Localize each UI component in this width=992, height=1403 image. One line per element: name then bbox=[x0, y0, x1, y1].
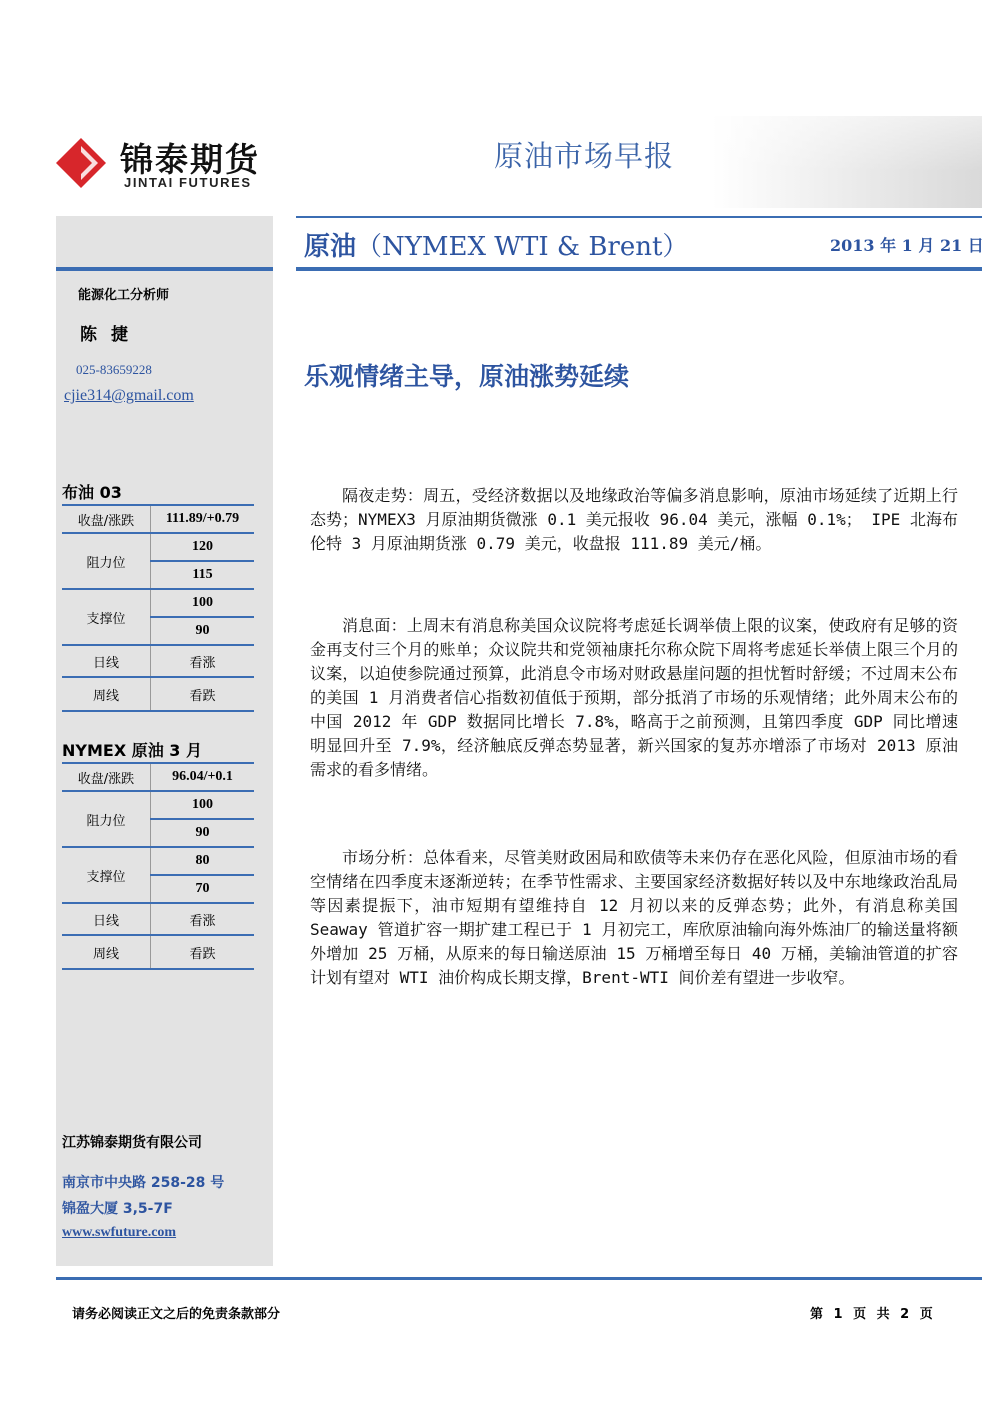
product-title-cn: 原油 bbox=[304, 232, 357, 262]
company-address-line1: 南京市中央路 258-28 号 bbox=[62, 1175, 225, 1191]
support-value: 80 bbox=[151, 847, 255, 875]
resistance-label: 阻力位 bbox=[62, 533, 151, 589]
table-row bbox=[62, 935, 254, 969]
company-name: 江苏锦泰期货有限公司 bbox=[62, 1135, 202, 1151]
support-value: 90 bbox=[151, 617, 255, 645]
company-address-line2: 锦盈大厦 3,5-7F bbox=[62, 1201, 173, 1217]
resistance-label: 阻力位 bbox=[62, 791, 151, 847]
table-row bbox=[62, 677, 254, 711]
analyst-name: 陈捷 bbox=[80, 325, 142, 345]
product-title-en: （NYMEX WTI & Brent） bbox=[356, 232, 689, 262]
weekly-value: 看跌 bbox=[151, 677, 255, 711]
company-website-link[interactable]: www.swfuture.com bbox=[62, 1225, 177, 1240]
brand-name-en: JINTAI FUTURES bbox=[124, 175, 252, 190]
paragraph-news: 消息面：上周末有消息称美国众议院将考虑延长调举债上限的议案，使政府有足够的资金再支付三个月的账单；众议院共和党领袖康托尔称众院下周将考虑延长举债上限三个月的议案，以迫使参院通过预算，此消息令市场对财政悬崖问题的担忧暂时舒缓；不过周末公布的美国 1 月消费者信心指数初值低于预期，部分抵消了市场的乐观情绪；此外周末公布的中国 2012 年 GDP 数据同比增长 7.8%，略高于之前预测，且第四季度 GDP 同比增速明显回升至 7.9%，经济触底反弹态势显著，新兴国家的复苏亦增添了市场对 2013 原油需求的看多情绪。 bbox=[310, 616, 958, 779]
table-row bbox=[62, 645, 254, 677]
nymex-table bbox=[62, 762, 254, 970]
daily-value: 看涨 bbox=[151, 903, 255, 935]
analyst-phone: 025-83659228 bbox=[76, 362, 152, 377]
table-row bbox=[62, 763, 254, 791]
close-label: 收盘/涨跌 bbox=[62, 763, 151, 791]
table-row bbox=[62, 847, 254, 875]
resistance-value: 100 bbox=[151, 791, 255, 819]
main-title-rule bbox=[296, 267, 982, 271]
main-top-rule bbox=[296, 216, 982, 218]
footer-rule bbox=[56, 1277, 982, 1280]
close-label: 收盘/涨跌 bbox=[62, 505, 151, 533]
table-row bbox=[62, 903, 254, 935]
daily-value: 看涨 bbox=[151, 645, 255, 677]
table-row bbox=[62, 589, 254, 617]
headline: 乐观情绪主导，原油涨势延续 bbox=[304, 362, 630, 391]
brand-logo-icon bbox=[56, 138, 106, 188]
brent-table bbox=[62, 504, 254, 712]
report-date: 2013 年 1 月 21 日 bbox=[830, 236, 984, 255]
support-value: 100 bbox=[151, 589, 255, 617]
table-row bbox=[62, 533, 254, 561]
support-label: 支撑位 bbox=[62, 847, 151, 903]
daily-label: 日线 bbox=[62, 903, 151, 935]
sidebar-divider bbox=[56, 267, 273, 271]
weekly-label: 周线 bbox=[62, 935, 151, 969]
support-label: 支撑位 bbox=[62, 589, 151, 645]
analyst-email-link[interactable]: cjie314@gmail.com bbox=[64, 387, 194, 404]
weekly-value: 看跌 bbox=[151, 935, 255, 969]
report-title: 原油市场早报 bbox=[494, 139, 675, 173]
paragraph-overnight: 隔夜走势：周五，受经济数据以及地缘政治等偏多消息影响，原油市场延续了近期上行态势；NYMEX3 月原油期货微涨 0.1 美元报收 96.04 美元，涨幅 0.1%； IPE 北海布伦特 3 月原油期货涨 0.79 美元，收盘报 111.89 美元/桶。 bbox=[310, 486, 958, 553]
table-row bbox=[62, 791, 254, 819]
analyst-role: 能源化工分析师 bbox=[78, 288, 170, 303]
resistance-value: 90 bbox=[151, 819, 255, 847]
nymex-table-title: NYMEX 原油 3 月 bbox=[62, 741, 203, 760]
brand-name-cn: 锦泰期货 bbox=[120, 140, 260, 179]
footer-disclaimer: 请务必阅读正文之后的免责条款部分 bbox=[72, 1307, 281, 1322]
resistance-value: 115 bbox=[151, 561, 255, 589]
weekly-label: 周线 bbox=[62, 677, 151, 711]
close-value: 111.89/+0.79 bbox=[151, 505, 255, 533]
table-row bbox=[62, 505, 254, 533]
resistance-value: 120 bbox=[151, 533, 255, 561]
paragraph-analysis: 市场分析：总体看来，尽管美财政困局和欧债等未来仍存在恶化风险，但原油市场的看空情绪在四季度末逐渐逆转；在季节性需求、主要国家经济数据好转以及中东地缘政治乱局等因素提振下，油市短期有望维持自 12 月初以来的反弹态势；此外，有消息称美国 Seaway 管道扩容一期扩建工程已于 1 月初完工，库欣原油输向海外炼油厂的输送量将额外增加 25 万桶，从原来的每日输送原油 15 万桶增至每日 40 万桶，美输油管道的扩容计划有望对 WTI 油价构成长期支撑，Brent-WTI 间价差有望进一步收窄。 bbox=[310, 848, 958, 987]
brent-table-title: 布油 03 bbox=[62, 483, 122, 502]
page-number: 第 1 页 共 2 页 bbox=[810, 1307, 936, 1322]
close-value: 96.04/+0.1 bbox=[151, 763, 255, 791]
header-gradient-overlay bbox=[712, 116, 982, 208]
support-value: 70 bbox=[151, 875, 255, 903]
product-title bbox=[304, 226, 688, 263]
daily-label: 日线 bbox=[62, 645, 151, 677]
